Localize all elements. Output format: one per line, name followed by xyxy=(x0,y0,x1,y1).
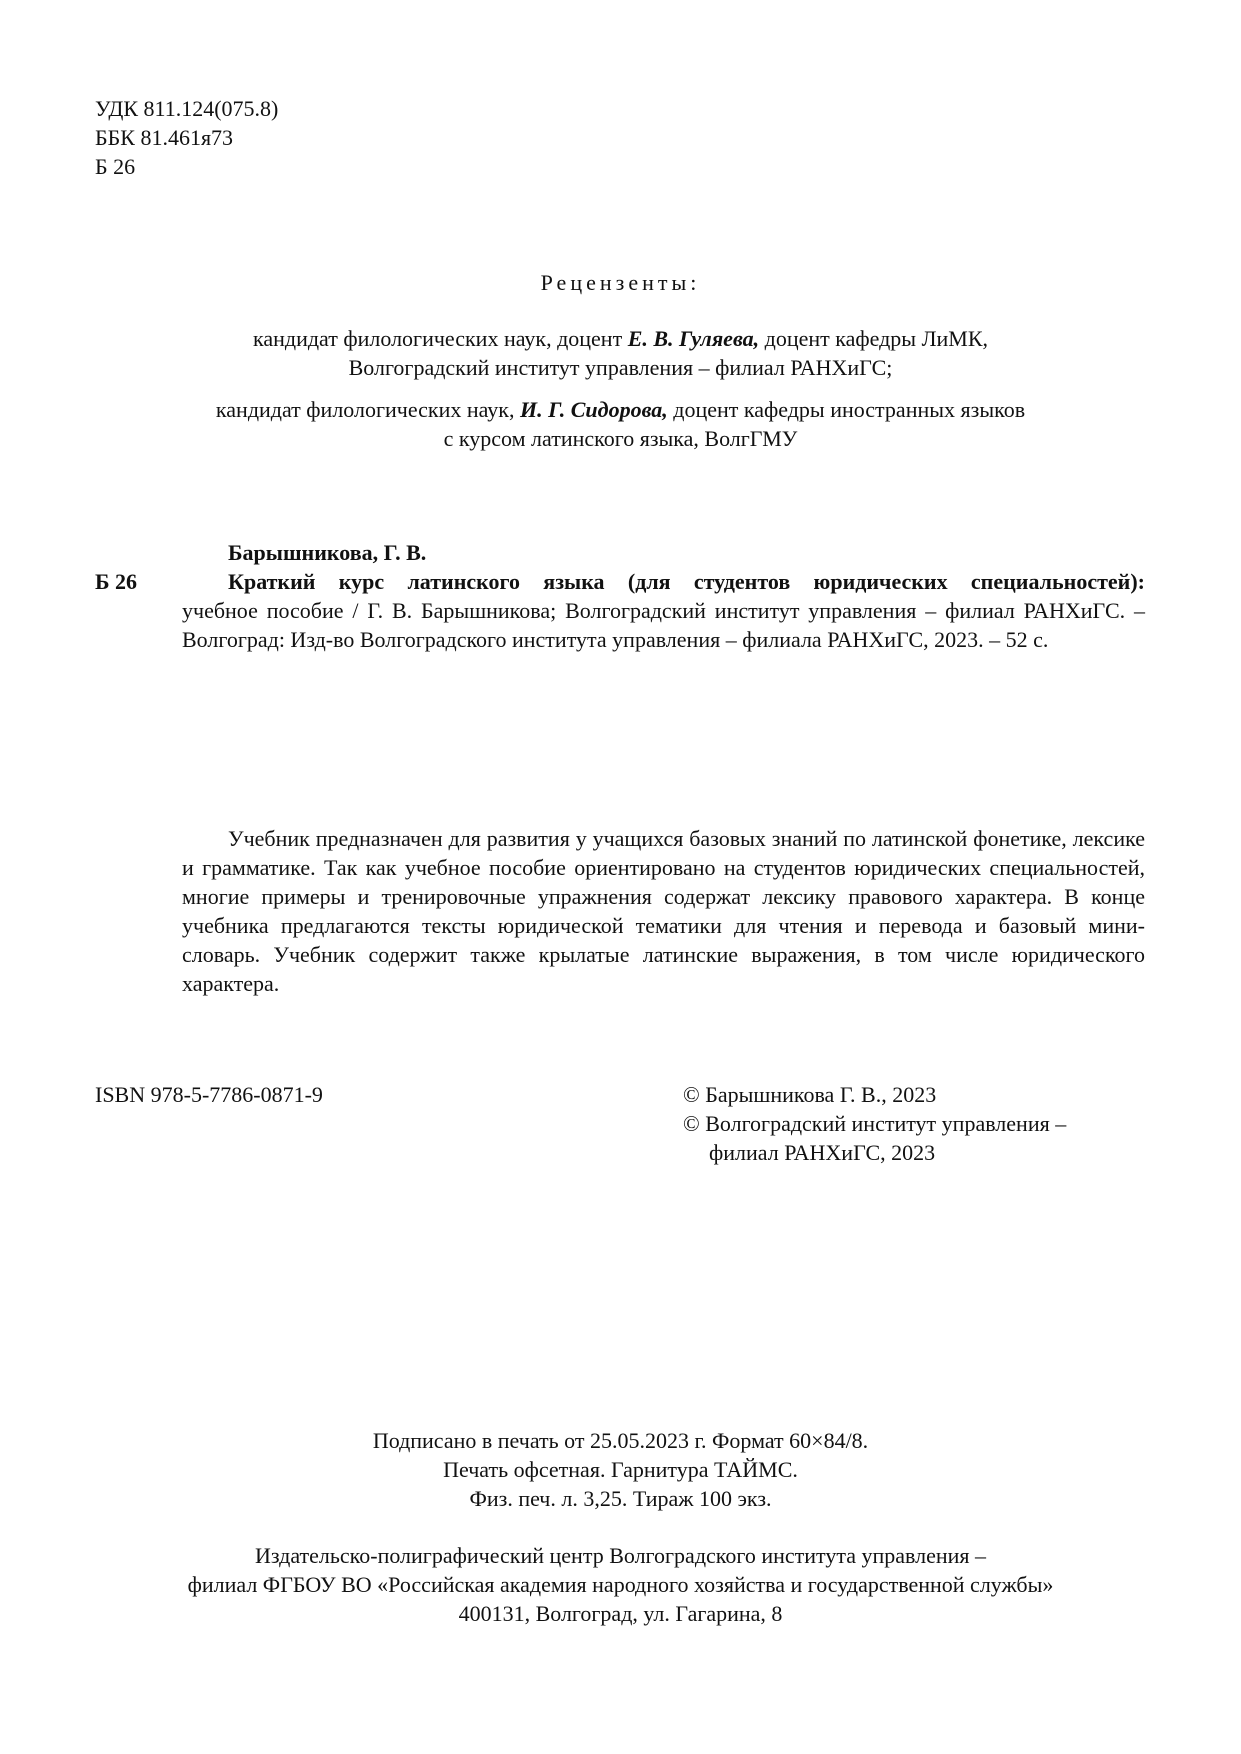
reviewer-2 xyxy=(0,395,1241,453)
isbn: ISBN 978-5-7786-0871-9 xyxy=(95,1082,323,1107)
reviewer-2-line2: с курсом латинского языка, ВолгГМУ xyxy=(443,426,798,451)
reviewer-1-after: доцент кафедры ЛиМК, xyxy=(759,326,988,351)
reviewer-2-name: И. Г. Сидорова, xyxy=(520,397,668,422)
reviewer-1-name: Е. В. Гуляева, xyxy=(627,326,760,351)
reviewer-1-before: кандидат филологических наук, доцент xyxy=(253,326,628,351)
reviewer-1-line2: Волгоградский институт управления – филиал РАНХиГС; xyxy=(348,355,893,380)
udk-code: УДК 811.124(075.8) xyxy=(95,96,279,121)
copyright-author: © Барышникова Г. В., 2023 xyxy=(683,1082,937,1107)
publisher-block xyxy=(0,1541,1241,1628)
biblio-body: учебное пособие / Г. В. Барышникова; Волгоградский институт управления – филиал РАНХиГС. – Волгоград: Изд-во Волгоградского института управления – филиала РАНХиГС, 2023. – 52 с. xyxy=(182,598,1145,652)
copyright-institute-cont: филиал РАНХиГС, 2023 xyxy=(709,1140,936,1165)
publisher-line-3: 400131, Волгоград, ул. Гагарина, 8 xyxy=(458,1601,783,1626)
reviewers-heading: Рецензенты: xyxy=(540,270,701,295)
reviewer-2-after: доцент кафедры иностранных языков xyxy=(667,397,1026,422)
reviewer-1-line1 xyxy=(0,324,1241,353)
reviewer-2-before: кандидат филологических наук, xyxy=(215,397,520,422)
biblio-mark: Б 26 xyxy=(95,569,138,594)
imprint-line-1: Подписано в печать от 25.05.2023 г. Формат 60×84/8. xyxy=(372,1428,869,1453)
reviewer-2-line1 xyxy=(0,395,1241,424)
reviewer-1 xyxy=(0,324,1241,382)
imprint-line-2: Печать офсетная. Гарнитура ТАЙМС. xyxy=(443,1457,798,1482)
copyright-institute: © Волгоградский институт управления – xyxy=(683,1111,1067,1136)
annotation: Учебник предназначен для развития у учащихся базовых знаний по латинской фонетике, лексике и грамматике. Так как учебное пособие ориентировано на студентов юридических специальностей, многие примеры и тренировочные упражнения содержат лексику правового характера. В конце учебника предлагаются тексты юридической тематики для чтения и перевода и базовый мини-словарь. Учебник содержит также крылатые латинские выражения, в том числе юридического характера. xyxy=(182,826,1145,996)
copyright-block xyxy=(683,1080,1066,1167)
imprint-line-3: Физ. печ. л. 3,25. Тираж 100 экз. xyxy=(469,1486,772,1511)
classification-codes xyxy=(95,94,278,181)
publisher-line-2: филиал ФГБОУ ВО «Российская академия народного хозяйства и государственной службы» xyxy=(187,1572,1054,1597)
imprint-block xyxy=(0,1426,1241,1513)
publisher-line-1: Издательско-полиграфический центр Волгоградского института управления – xyxy=(254,1543,987,1568)
biblio-title: Краткий курс латинского языка (для студентов юридических специальностей): xyxy=(228,569,1145,594)
bbk-code: ББК 81.461я73 xyxy=(95,125,234,150)
author-mark: Б 26 xyxy=(95,154,136,179)
biblio-author: Барышникова, Г. В. xyxy=(228,540,427,565)
